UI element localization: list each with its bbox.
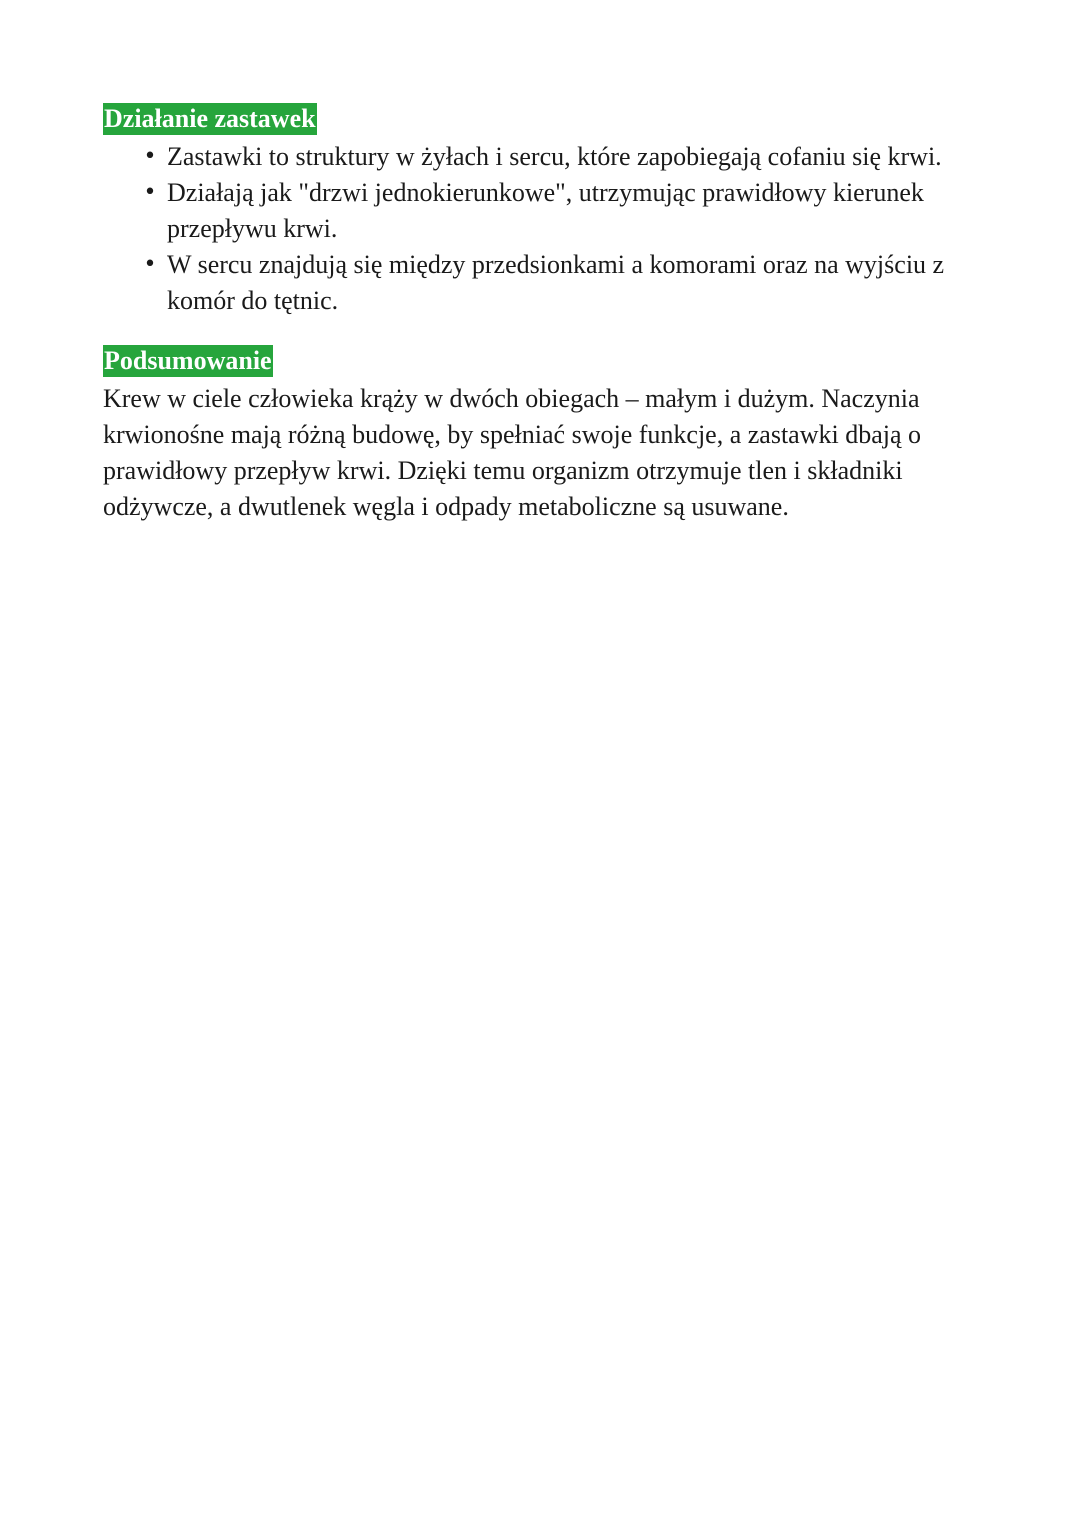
summary-paragraph: Krew w ciele człowieka krąży w dwóch obiegach – małym i dużym. Naczynia krwionośne mają różną budowę, by spełniać swoje funkcje, a zastawki dbają o prawidłowy przepływ krwi. Dzięki temu organizm otrzymuje tlen i składniki odżywcze, a dwutlenek węgla i odpady metaboliczne są usuwane. [103,384,922,521]
section-heading-valves: Działanie zastawek [104,104,316,133]
list-item [103,175,983,247]
section-summary [103,345,983,525]
list-item [103,247,983,319]
list-item-text: Działają jak "drzwi jednokierunkowe", utrzymując prawidłowy kierunek przepływu krwi. [167,178,924,243]
section-heading-summary: Podsumowanie [104,346,272,375]
list-item [103,139,983,175]
document-content [103,103,983,525]
bullet-dot-icon: • [143,180,157,205]
bullet-dot-icon: • [143,252,157,277]
bullet-dot-icon: • [143,144,157,169]
list-item-text: Zastawki to struktury w żyłach i sercu, które zapobiegają cofaniu się krwi. [167,142,942,171]
section-valves [103,103,983,319]
list-item-text: W sercu znajdują się między przedsionkami a komorami oraz na wyjściu z komór do tętnic. [167,250,945,315]
bullet-list-valves [103,139,983,319]
